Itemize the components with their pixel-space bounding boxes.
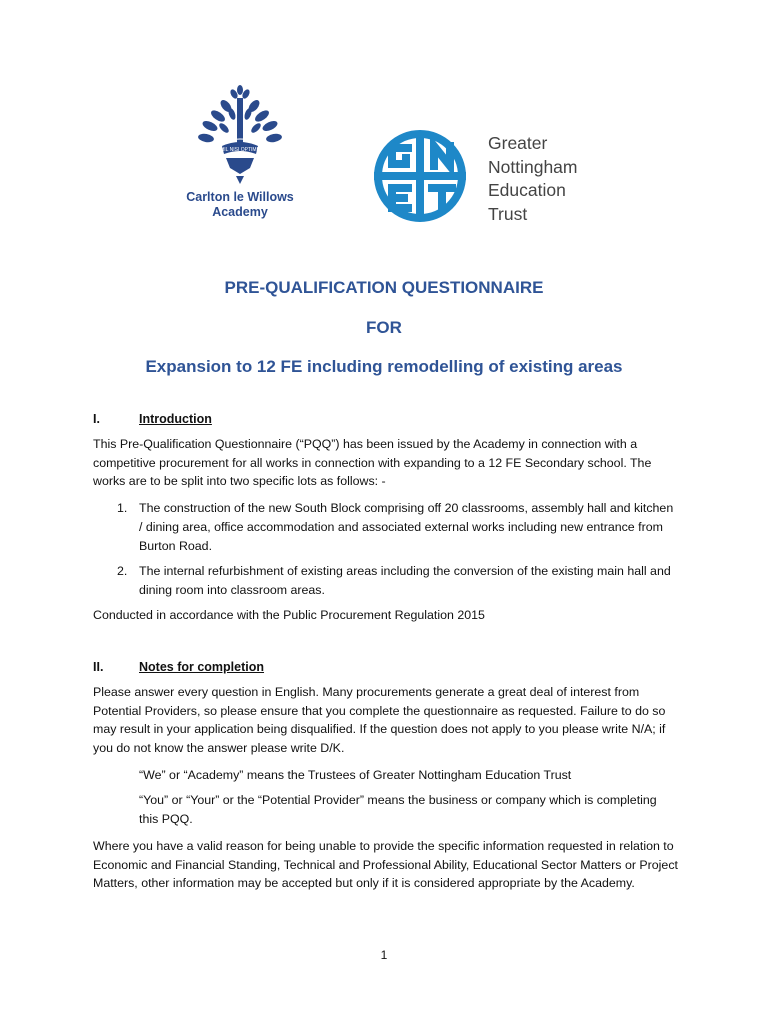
- regulation-note: Conducted in accordance with the Public Procurement Regulation 2015: [93, 608, 485, 622]
- instructions-paragraph: Please answer every question in English. Many procurements generate a great deal of interest from Potential Providers, so please ensure that you complete the questionnaire as requested. Failure to do so may result in your application being disqualified. If the question does not apply to you please write N/A; if you do not know the answer please write D/K.: [93, 685, 666, 755]
- list-item-text: The construction of the new South Block comprising off 20 classrooms, assembly hall and kitchen / dining area, office accommodation and associated external works including new entrance from Burton Road.: [139, 501, 674, 553]
- academy-name-line2: Academy: [212, 205, 268, 219]
- section-number: I.: [93, 412, 100, 426]
- trust-name-line: Greater: [488, 133, 548, 153]
- list-item-text: The internal refurbishment of existing areas including the conversion of the existing main hall and dining room into classroom areas.: [139, 564, 671, 597]
- trust-name: [488, 132, 578, 226]
- list-item-number: 2.: [117, 564, 128, 578]
- intro-paragraph: This Pre-Qualification Questionnaire (“PQQ”) has been issued by the Academy in connection with a competitive procurement for all works in connection with expanding to a 12 FE Secondary school. The works are to be split into two specific lots as follows: -: [93, 437, 652, 488]
- list-item: [117, 499, 677, 556]
- alternative-info-paragraph: Where you have a valid reason for being unable to provide the specific information requested in relation to Economic and Financial Standing, Technical and Professional Ability, Educational Sector Matters or Project Matters, other information may be accepted but only if it is considered appropriate by the Academy.: [93, 839, 678, 890]
- academy-motto: NIHIL NISI OPTIMUM: [215, 147, 265, 153]
- academy-logo: [176, 84, 306, 224]
- document-subtitle: Expansion to 12 FE including remodelling of existing areas: [145, 357, 623, 376]
- trust-name-line: Education: [488, 180, 566, 200]
- section-title: Notes for completion: [139, 660, 265, 674]
- academy-name: [176, 190, 304, 220]
- definition-you: “You” or “Your” or the “Potential Provider” means the business or company which is completing this PQQ.: [139, 793, 657, 826]
- document-title-for: FOR: [366, 318, 402, 337]
- section-number: II.: [93, 660, 104, 674]
- section-title: Introduction: [139, 412, 212, 426]
- academy-crest-icon: [196, 84, 284, 188]
- academy-name-line1: Carlton le Willows: [186, 190, 294, 204]
- document-title: PRE-QUALIFICATION QUESTIONNAIRE: [224, 278, 544, 297]
- list-item-number: 1.: [117, 501, 128, 515]
- list-item: [117, 562, 677, 600]
- trust-name-line: Nottingham: [488, 156, 578, 177]
- trust-emblem-icon: [370, 128, 474, 224]
- trust-logo: [370, 128, 610, 224]
- page-number: 1: [380, 948, 388, 962]
- trust-name-line: Trust: [488, 203, 528, 224]
- definition-we: “We” or “Academy” means the Trustees of Greater Nottingham Education Trust: [139, 768, 572, 782]
